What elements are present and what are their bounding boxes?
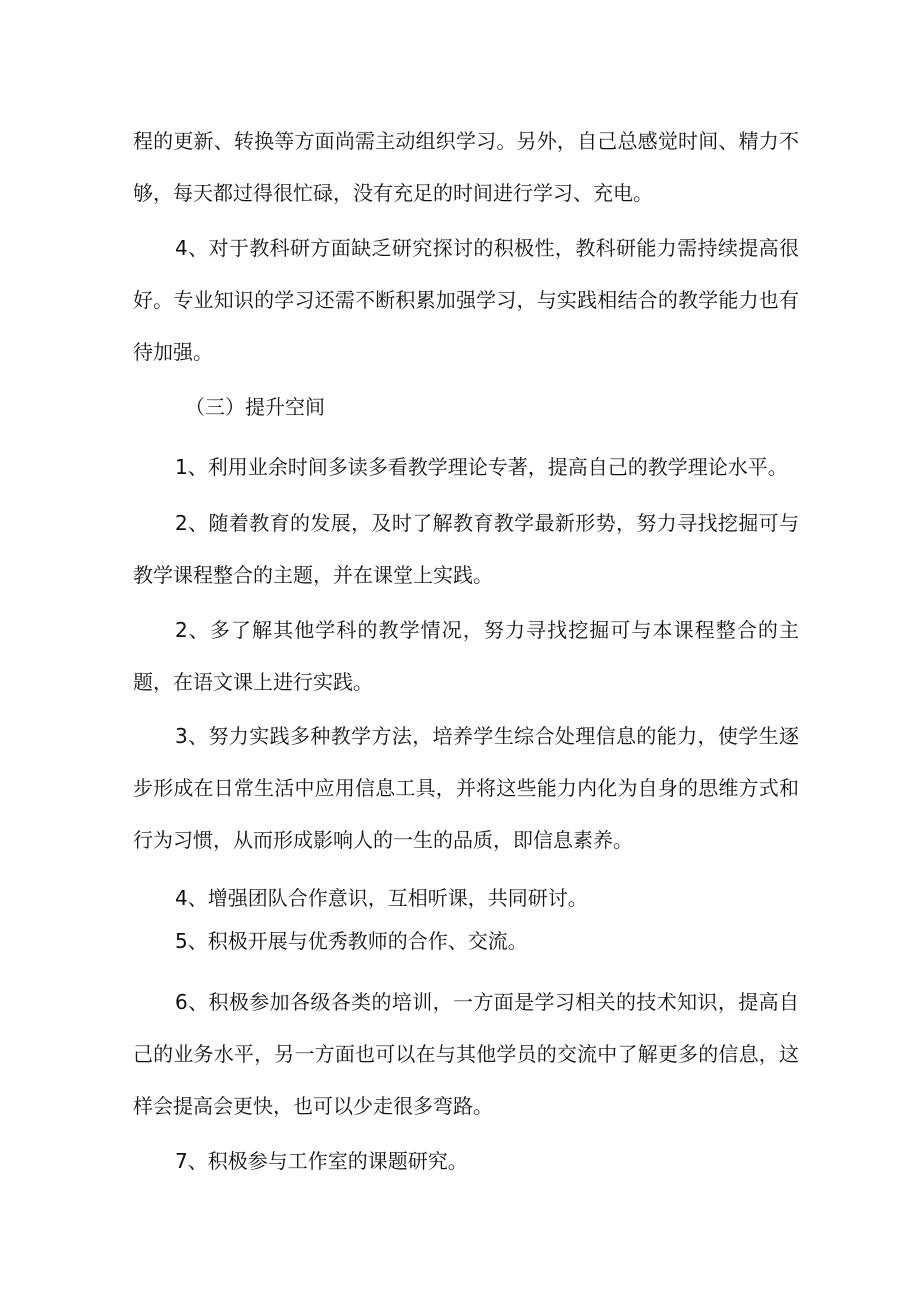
paragraph-continuation: 程的更新、转换等方面尚需主动组织学习。另外，自己总感觉时间、精力不够，每天都过得很忙碌，没有充足的时间进行学习、充电。 [133, 129, 799, 205]
list-item-2b: 2、多了解其他学科的教学情况，努力寻找挖掘可与本课程整合的主题，在语文课上进行实践。 [133, 618, 799, 694]
section-heading: （三）提升空间 [185, 395, 325, 419]
list-item-2a: 2、随着教育的发展，及时了解教育教学最新形势，努力寻找挖掘可与教学课程整合的主题，并在课堂上实践。 [133, 511, 799, 587]
list-item-7: 7、积极参与工作室的课题研究。 [175, 1149, 468, 1173]
list-item-3: 3、努力实践多种教学方法，培养学生综合处理信息的能力，使学生逐步形成在日常生活中应用信息工具，并将这些能力内化为自身的思维方式和行为习惯，从而形成影响人的一生的品质，即信息素养。 [133, 724, 799, 852]
list-item-6: 6、积极参加各级各类的培训，一方面是学习相关的技术知识，提高自己的业务水平，另一方面也可以在与其他学员的交流中了解更多的信息，这样会提高会更快，也可以少走很多弯路。 [133, 990, 799, 1118]
paragraph-item-4-research: 4、对于教科研方面缺乏研究探讨的积极性，教科研能力需持续提高很好。专业知识的学习还需不断积累加强学习，与实践相结合的教学能力也有待加强。 [133, 236, 799, 364]
list-item-1: 1、利用业余时间多读多看教学理论专著，提高自己的教学理论水平。 [175, 455, 788, 479]
list-item-5: 5、积极开展与优秀教师的合作、交流。 [175, 929, 528, 953]
list-item-4: 4、增强团队合作意识，互相听课，共同研讨。 [175, 886, 588, 910]
